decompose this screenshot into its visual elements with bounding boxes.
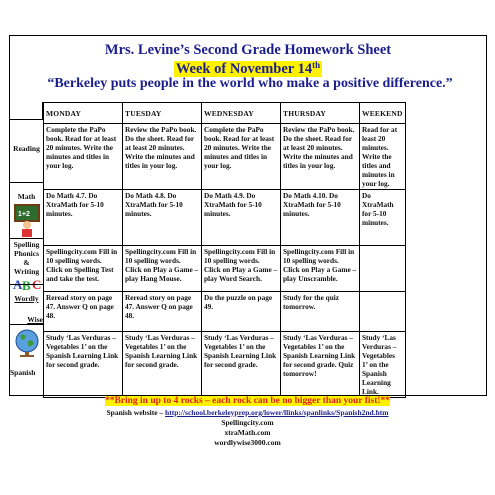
wise-label: Wise xyxy=(27,315,43,324)
row-divider xyxy=(10,324,43,325)
homework-table xyxy=(43,102,406,398)
day-monday: MONDAY xyxy=(44,103,123,124)
math-label: Math xyxy=(17,192,36,201)
homework-sheet xyxy=(9,35,487,396)
table-row xyxy=(44,124,406,190)
day-thursday: THURSDAY xyxy=(281,103,360,124)
site-wordlywise: wordlywise3000.com xyxy=(214,438,281,447)
spelling-label: Spelling Phonics & Writing xyxy=(13,240,40,276)
spanish-weekend: Study ‘Las Verduras – Vegetables 1’ on the Spanish Learning Link. xyxy=(360,332,406,398)
svg-text:C: C xyxy=(31,277,41,292)
wordly-wednesday: Do the puzzle on page 49. xyxy=(202,292,281,332)
spanish-monday: Study ‘Las Verduras – Vegetables 1’ on the Spanish Learning Link for second grade. xyxy=(44,332,123,398)
row-divider xyxy=(10,284,43,285)
reading-wednesday: Complete the PaPo book. Read for at least 20 minutes. Write the minutes and titles in your log. xyxy=(202,124,281,190)
svg-text:1+2: 1+2 xyxy=(17,211,30,218)
site-spellingcity: Spellingcity.com xyxy=(221,418,274,427)
wordly-label: Wordly xyxy=(14,294,39,303)
spanish-tuesday: Study ‘Las Verduras – Vegetables 1’ on the Spanish Learning Link for second grade. xyxy=(123,332,202,398)
table-row xyxy=(44,246,406,292)
globe-icon xyxy=(13,328,41,358)
wordly-thursday: Study for the quiz tomorrow. xyxy=(281,292,360,332)
spelling-tuesday: Spellingcity.com Fill in 10 spelling words. Click on Play a Game – play Hang Mouse. xyxy=(123,246,202,292)
spelling-thursday: Spellingcity.com Fill in 10 spelling words. Click on Play a Game – play Unscramble. xyxy=(281,246,360,292)
table-row xyxy=(44,190,406,246)
subject-spelling xyxy=(10,238,43,292)
spanish-label: Spanish xyxy=(10,368,36,377)
reading-thursday: Review the PaPo book. Do the sheet. Read for at least 20 minutes. Write the minutes and titles in your log. xyxy=(281,124,360,190)
reading-label: Reading xyxy=(13,144,40,153)
reading-monday: Complete the PaPo book. Read for at least 20 minutes. Write the minutes and titles in your log. xyxy=(44,124,123,190)
wordly-tuesday: Reread story on page 47. Answer Q on page 48. xyxy=(123,292,202,332)
site-xtramath: xtraMath.com xyxy=(224,428,271,437)
spelling-monday: Spellingcity.com Fill in 10 spelling words. Click on Spelling Test and take the test. xyxy=(44,246,123,292)
sheet-title: Mrs. Levine’s Second Grade Homework Sheet xyxy=(104,42,392,58)
svg-text:B: B xyxy=(21,278,31,292)
spelling-wednesday: Spellingcity.com Fill in 10 spelling words. Click on Play a Game – play Word Search. xyxy=(202,246,281,292)
reading-weekend: Read for at least 20 minutes. Write the titles and minutes in your log. xyxy=(360,124,406,190)
day-header-row xyxy=(44,103,406,124)
math-wednesday: Do Math 4.9. Do XtraMath for 5-10 minutes. xyxy=(202,190,281,246)
rocks-text: **Bring in up to 4 rocks – each rock can be no bigger than your fist!** xyxy=(104,396,391,406)
week-suffix: th xyxy=(312,60,321,70)
subject-wordly-wise xyxy=(10,284,43,324)
wordly-weekend xyxy=(360,292,406,332)
svg-text:A: A xyxy=(12,277,22,292)
corner-cell xyxy=(10,102,43,120)
subject-spanish xyxy=(10,324,43,386)
day-wednesday: WEDNESDAY xyxy=(202,103,281,124)
wordly-monday: Reread story on page 47. Answer Q on page 48. xyxy=(44,292,123,332)
motto-quote: “Berkeley puts people in the world who make a positive difference.” xyxy=(47,76,453,91)
math-weekend: Do XtraMath for 5-10 minutes. xyxy=(360,190,406,246)
day-weekend: WEEKEND xyxy=(360,103,406,124)
spanish-website-link[interactable]: http://school.berkeleyprep.org/lower/llinks/spanlinks/Spanish2nd.htm xyxy=(165,408,389,417)
day-tuesday: TUESDAY xyxy=(123,103,202,124)
math-chalkboard-icon xyxy=(12,203,42,237)
rocks-note xyxy=(0,396,495,406)
spelling-weekend xyxy=(360,246,406,292)
subject-reading xyxy=(10,120,43,182)
week-label: Week of November 14 xyxy=(175,61,313,77)
row-divider xyxy=(10,182,43,183)
math-tuesday: Do Math 4.8. Do XtraMath for 5-10 minutes. xyxy=(123,190,202,246)
row-divider xyxy=(10,238,43,239)
table-row xyxy=(44,292,406,332)
spanish-website-line xyxy=(0,408,495,417)
reading-tuesday: Review the PaPo book. Do the sheet. Read for at least 20 minutes. Write the minutes and titles in your log. xyxy=(123,124,202,190)
spanish-thursday: Study ‘Las Verduras – Vegetables 1’ on the Spanish Learning Link for second grade. Quiz tomorrow! xyxy=(281,332,360,398)
subject-math xyxy=(10,182,43,238)
math-thursday: Do Math 4.10. Do XtraMath for 5-10 minutes. xyxy=(281,190,360,246)
spanish-wednesday: Study ‘Las Verduras – Vegetables 1’ on the Spanish Learning Link for second grade. xyxy=(202,332,281,398)
spanish-website-label: Spanish website – xyxy=(106,408,166,417)
table-row xyxy=(44,332,406,398)
math-monday: Do Math 4.7. Do XtraMath for 5-10 minutes. xyxy=(44,190,123,246)
